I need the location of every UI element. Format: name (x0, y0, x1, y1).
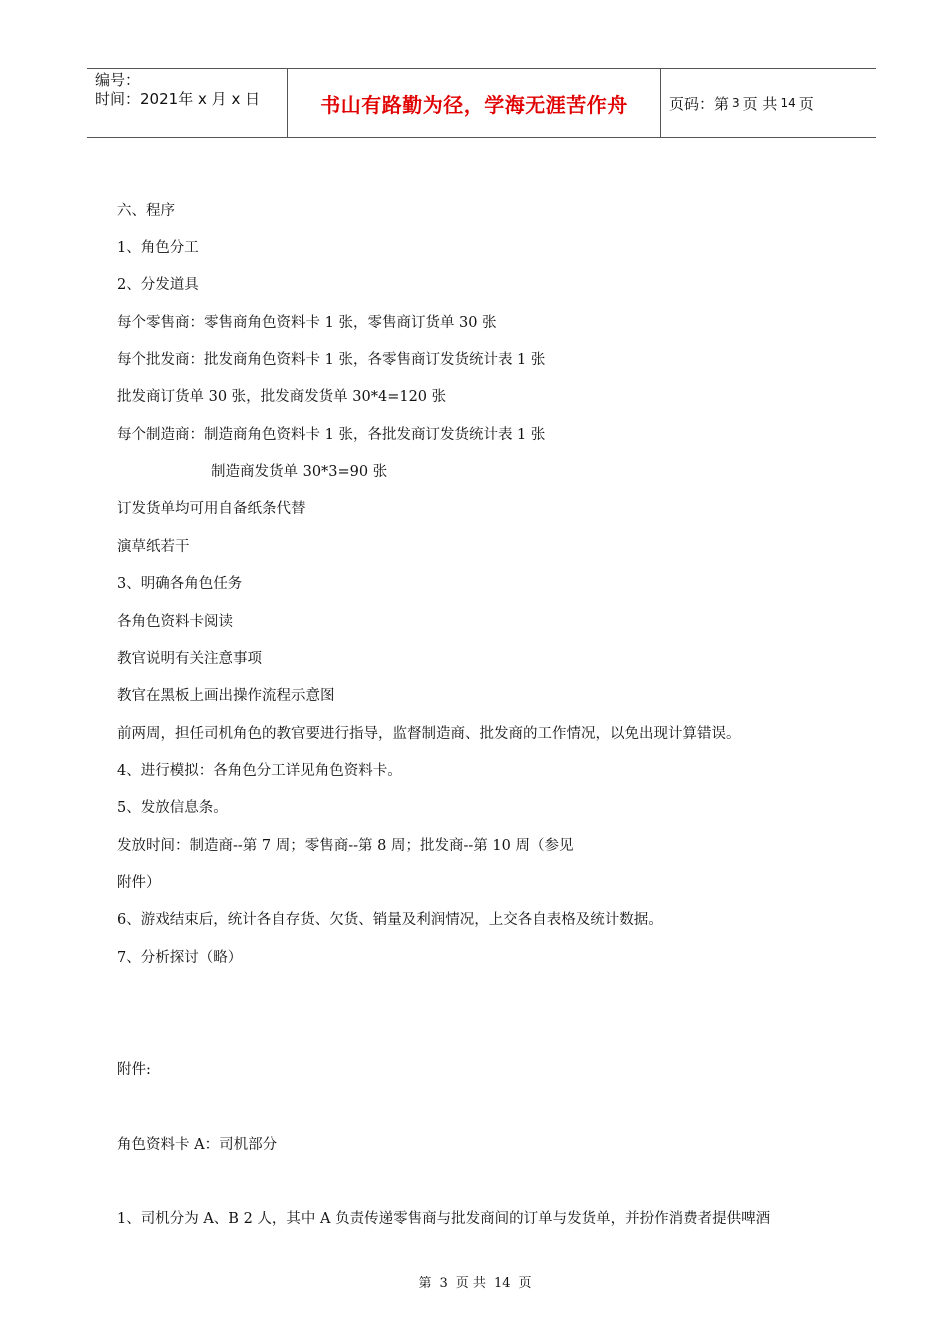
footer-mid: 页 共 (455, 1276, 486, 1291)
document-number-label: 编号： (95, 71, 141, 89)
footer-total-pages: 14 (493, 1276, 511, 1291)
time-year: 2021 (140, 90, 179, 108)
section-heading: 六、程序 (117, 203, 175, 219)
paragraph-line-indented: 制造商发货单 30*3=90 张 (211, 464, 388, 480)
page-footer (0, 1272, 950, 1291)
paragraph-line: 每个零售商：零售商角色资料卡 1 张，零售商订货单 30 张 (117, 315, 497, 331)
page-current: 3 (732, 96, 740, 110)
paragraph-line: 批发商订货单 30 张，批发商发货单 30*4=120 张 (117, 389, 447, 405)
time-prefix: 时间： (95, 90, 141, 108)
paragraph-line: 7、分析探讨（略） (117, 950, 243, 966)
paragraph-line: 4、进行模拟：各角色分工详见角色资料卡。 (117, 763, 402, 779)
page-header (87, 68, 876, 138)
footer-suffix: 页 (518, 1276, 532, 1291)
paragraph-line: 每个批发商：批发商角色资料卡 1 张，各零售商订发货统计表 1 张 (117, 352, 546, 368)
paragraph-line: 6、游戏结束后，统计各自存货、欠货、销量及利润情况，上交各自表格及统计数据。 (117, 912, 663, 928)
document-time (95, 90, 287, 109)
paragraph-line: 1、角色分工 (117, 240, 199, 256)
paragraph-line: 2、分发道具 (117, 277, 199, 293)
header-motto-cell (287, 69, 661, 137)
appendix-title: 角色资料卡 A：司机部分 (117, 1137, 278, 1153)
paragraph-line: 3、明确各角色任务 (117, 576, 243, 592)
paragraph-line: 附件） (117, 875, 161, 891)
paragraph-line: 1、司机分为 A、B 2 人，其中 A 负责传递零售商与批发商间的订单与发货单，并扮作消费者提供啤酒 (117, 1211, 771, 1227)
paragraph-line: 教官说明有关注意事项 (117, 651, 262, 667)
page-total: 14 (780, 96, 796, 110)
paragraph-line: 各角色资料卡阅读 (117, 614, 233, 630)
time-day-suffix: 日 (245, 90, 261, 108)
time-month: x (198, 90, 207, 108)
paragraph-line: 前两周，担任司机角色的教官要进行指导，监督制造商、批发商的工作情况，以免出现计算错误。 (117, 726, 741, 742)
header-meta (87, 69, 287, 137)
time-month-suffix: 月 (211, 90, 227, 108)
page-label: 页码：第 (669, 94, 730, 113)
time-day: x (231, 90, 241, 108)
time-year-suffix: 年 (178, 90, 194, 108)
header-page-number (661, 69, 876, 137)
page-mid: 页 共 (742, 94, 778, 113)
footer-prefix: 第 (418, 1276, 432, 1291)
paragraph-line: 订发货单均可用自备纸条代替 (117, 501, 306, 517)
appendix-label: 附件: (117, 1062, 151, 1078)
footer-current-page: 3 (439, 1276, 448, 1291)
header-motto: 书山有路勤为径，学海无涯苦作舟 (320, 92, 628, 117)
paragraph-line: 教官在黑板上画出操作流程示意图 (117, 688, 335, 704)
paragraph-line: 演草纸若干 (117, 539, 190, 555)
page-suffix: 页 (798, 94, 814, 113)
paragraph-line: 每个制造商：制造商角色资料卡 1 张，各批发商订发货统计表 1 张 (117, 427, 546, 443)
paragraph-line: 5、发放信息条。 (117, 800, 228, 816)
paragraph-line: 发放时间：制造商--第 7 周；零售商--第 8 周；批发商--第 10 周（参见 (117, 838, 574, 854)
